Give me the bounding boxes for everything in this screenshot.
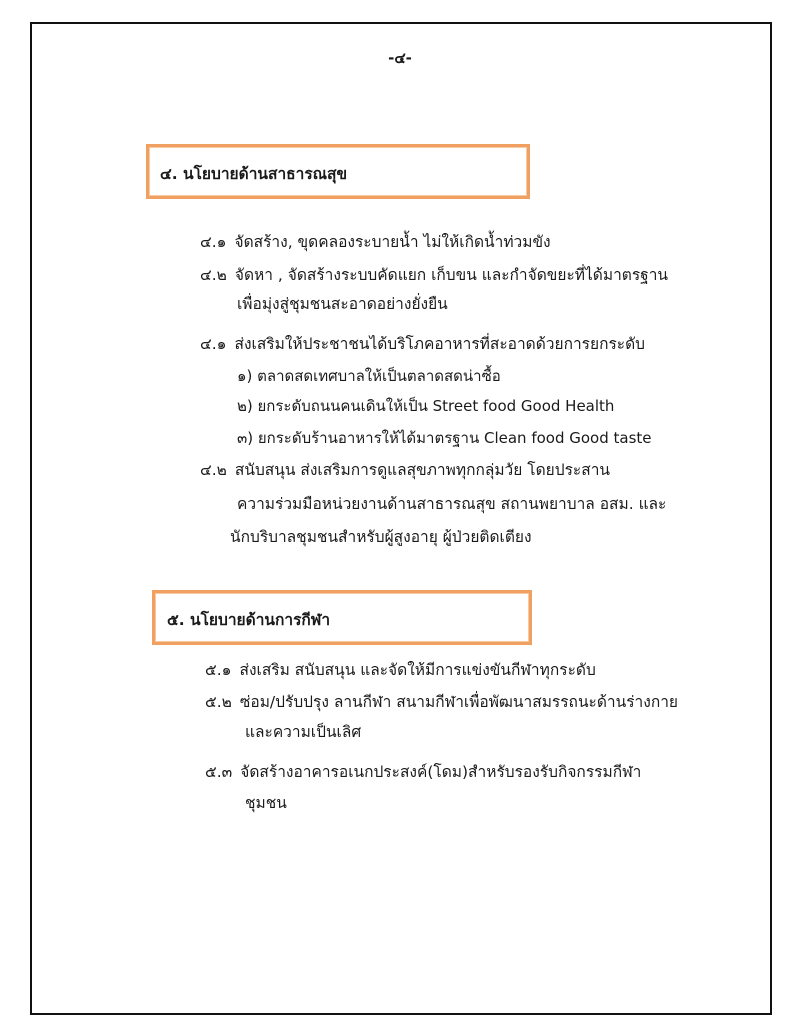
- item-text: จัดสร้างอาคารอเนกประสงค์(โดม)สำหรับรองรับกิจกรรมกีฬา: [240, 763, 642, 781]
- item-number: ๕.๓: [205, 763, 233, 781]
- item-4-4: [200, 460, 610, 480]
- sub-item-2: ๒) ยกระดับถนนคนเดินให้เป็น Street food Good Health: [237, 397, 615, 415]
- item-4-4-continuation-2: นักบริบาลชุมชนสำหรับผู้สูงอายุ ผู้ป่วยติดเตียง: [230, 528, 532, 546]
- item-4-2: [200, 265, 668, 285]
- sub-item-3: ๓) ยกระดับร้านอาหารให้ได้มาตรฐาน Clean food Good taste: [237, 429, 652, 447]
- item-5-2-continuation: และความเป็นเลิศ: [245, 723, 362, 741]
- item-number: ๔.๑: [200, 335, 227, 353]
- item-text: สนับสนุน ส่งเสริมการดูแลสุขภาพทุกกลุ่มวัย โดยประสาน: [234, 461, 610, 479]
- page-number: -๔-: [388, 49, 412, 67]
- sub-item-1: ๑) ตลาดสดเทศบาลให้เป็นตลาดสดน่าซื้อ: [237, 367, 501, 385]
- item-text: จัดหา , จัดสร้างระบบคัดแยก เก็บขน และกำจัดขยะที่ได้มาตรฐาน: [234, 266, 669, 284]
- item-4-2-continuation: เพื่อมุ่งสู่ชุมชนสะอาดอย่างยั่งยืน: [237, 295, 448, 313]
- item-number: ๕.๒: [205, 693, 232, 711]
- item-5-2: [205, 692, 678, 712]
- section-4-title: ๔. นโยบายด้านสาธารณสุข: [160, 165, 348, 183]
- item-text: ซ่อม/ปรับปรุง ลานกีฬา สนามกีฬาเพื่อพัฒนาสมรรถนะด้านร่างกาย: [239, 693, 679, 711]
- item-number: ๕.๑: [205, 661, 232, 679]
- item-text: จัดสร้าง, ขุดคลองระบายน้ำ ไม่ให้เกิดน้ำท่วมขัง: [234, 233, 551, 251]
- item-5-1: [205, 660, 596, 680]
- item-text: ส่งเสริมให้ประชาชนได้บริโภคอาหารที่สะอาดด้วยการยกระดับ: [234, 335, 646, 353]
- item-number: ๔.๑: [200, 233, 227, 251]
- item-5-3-continuation: ชุมชน: [245, 794, 287, 812]
- item-number: ๔.๒: [200, 461, 227, 479]
- item-4-4-continuation-1: ความร่วมมือหน่วยงานด้านสาธารณสุข สถานพยาบาล อสม. และ: [237, 495, 667, 513]
- item-5-3: [205, 762, 641, 782]
- item-4-1: [200, 232, 551, 252]
- item-text: ส่งเสริม สนับสนุน และจัดให้มีการแข่งขันกีฬาทุกระดับ: [239, 661, 596, 679]
- item-number: ๔.๒: [200, 266, 227, 284]
- section-5-title: ๕. นโยบายด้านการกีฬา: [167, 611, 331, 629]
- item-4-3: [200, 334, 645, 354]
